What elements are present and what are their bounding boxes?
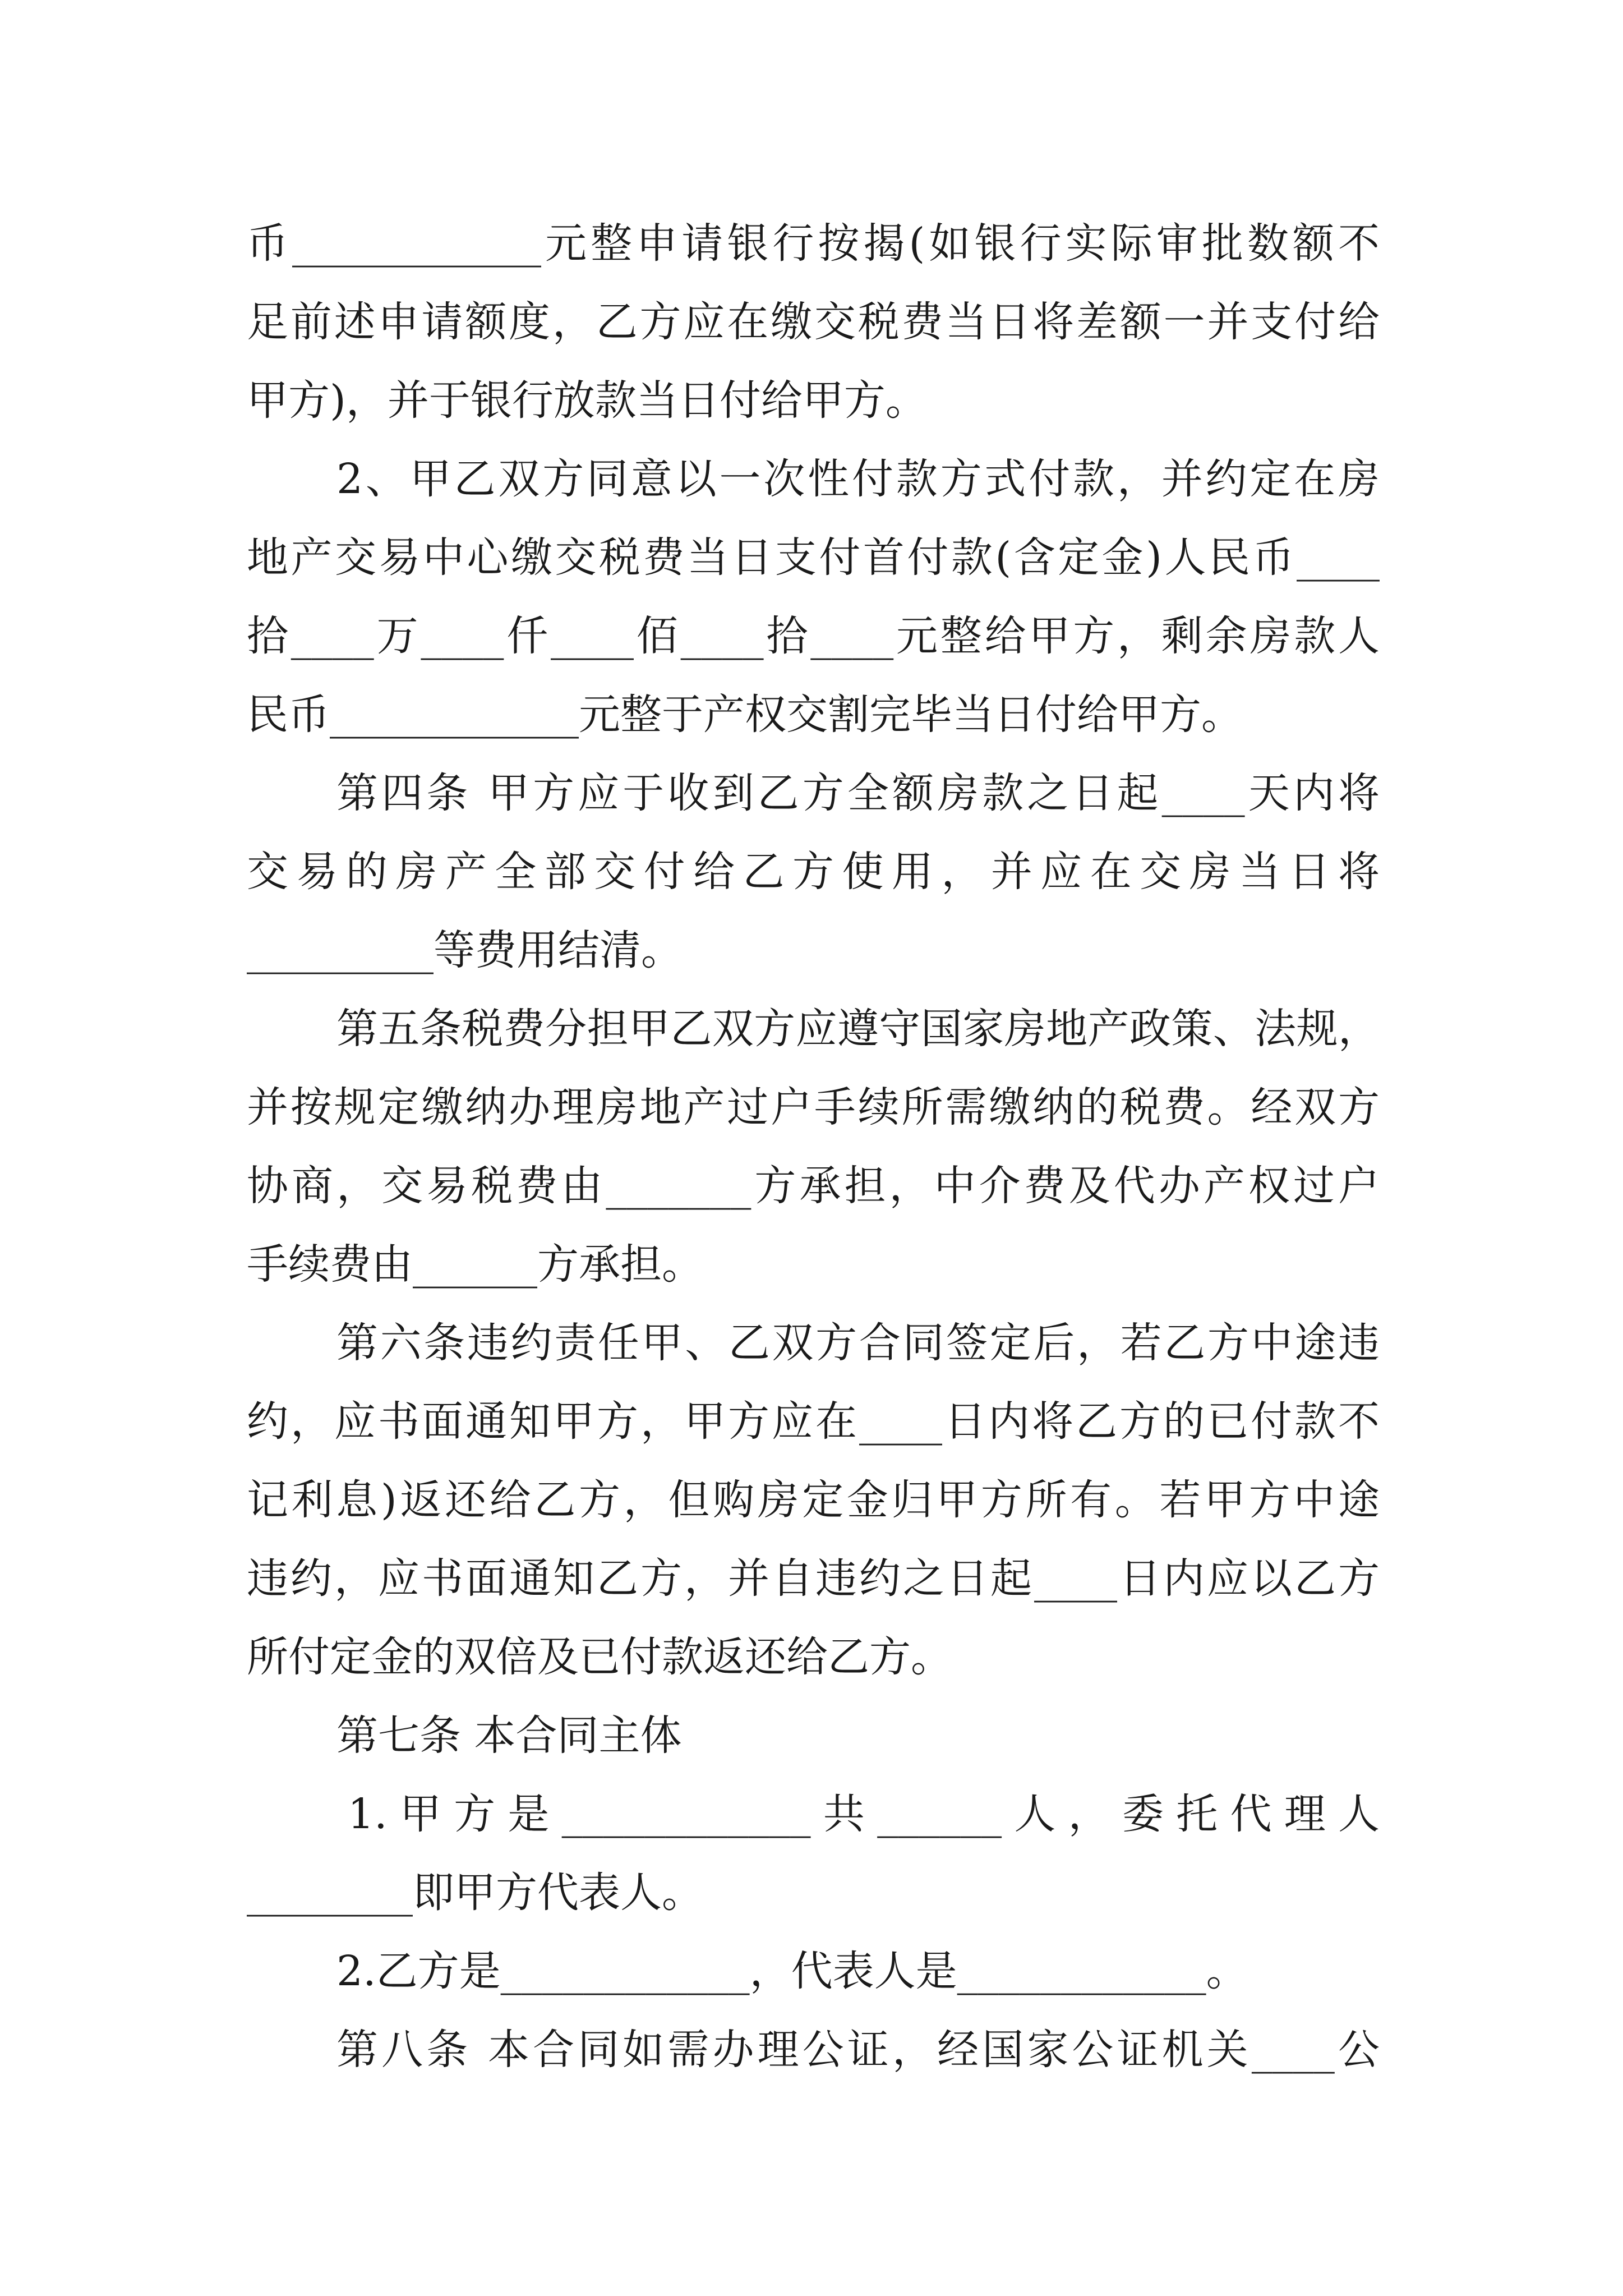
section-heading: 第七条 本合同主体 xyxy=(336,1711,682,1760)
text-line: ________即甲方代表人。 xyxy=(247,1869,703,1917)
text-line: 交易的房产全部交付给乙方使用，并应在交房当日将 xyxy=(247,848,1380,896)
text-line: 地产交易中心缴交税费当日支付首付款(含定金)人民币____ xyxy=(247,533,1380,582)
text-line: 并按规定缴纳办理房地产过户手续所需缴纳的税费。经双方 xyxy=(247,1083,1380,1131)
text-line: 足前述申请额度，乙方应在缴交税费当日将差额一并支付给 xyxy=(247,298,1380,346)
text-line: 记利息)返还给乙方，但购房定金归甲方所有。若甲方中途 xyxy=(247,1476,1380,1524)
text-line: 拾____万____仟____佰____拾____元整给甲方，剩余房款人 xyxy=(247,612,1380,660)
text-line: 第六条违约责任甲、乙双方合同签定后，若乙方中途违 xyxy=(336,1319,1380,1367)
text-line: 约，应书面通知甲方，甲方应在____日内将乙方的已付款不 xyxy=(247,1397,1380,1446)
text-line: 甲方)，并于银行放款当日付给甲方。 xyxy=(247,376,927,425)
text-line: 1.甲方是____________共______人，委托代理人 xyxy=(348,1790,1380,1838)
text-line: 币____________元整申请银行按揭(如银行实际审批数额不 xyxy=(247,219,1380,268)
text-line: _________等费用结清。 xyxy=(247,926,683,974)
text-line: 所付定金的双倍及已付款返还给乙方。 xyxy=(247,1633,952,1681)
text-line: 第八条 本合同如需办理公证，经国家公证机关____公 xyxy=(336,2026,1380,2074)
text-line: 手续费由______方承担。 xyxy=(247,1240,703,1289)
text-line: 民币____________元整于产权交割完毕当日付给甲方。 xyxy=(247,691,1243,739)
text-line: 协商，交易税费由_______方承担，中介费及代办产权过户 xyxy=(247,1162,1380,1210)
text-line: 违约，应书面通知乙方，并自违约之日起____日内应以乙方 xyxy=(247,1554,1380,1603)
text-line: 第五条税费分担甲乙双方应遵守国家房地产政策、法规， xyxy=(336,1005,1380,1053)
text-line: 2.乙方是____________，代表人是____________。 xyxy=(336,1947,1248,1995)
text-line: 2、甲乙双方同意以一次性付款方式付款，并约定在房 xyxy=(336,455,1380,503)
text-line: 第四条 甲方应于收到乙方全额房款之日起____天内将 xyxy=(336,769,1380,817)
